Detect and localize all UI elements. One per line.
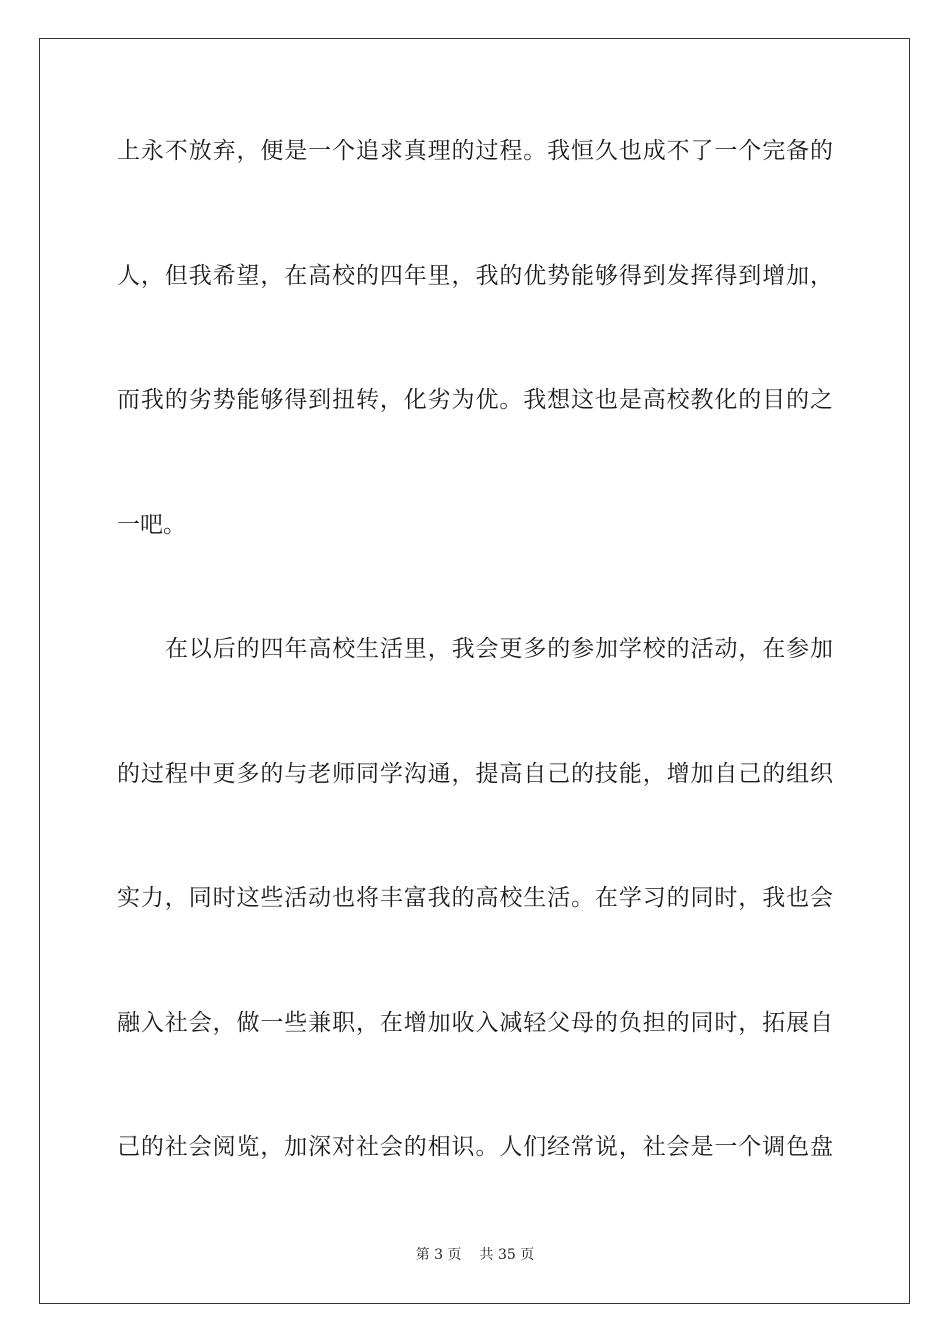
paragraph-line: 上永不放弃，便是一个追求真理的过程。我恒久也成不了一个完备的 (117, 138, 833, 164)
paragraph-line: 一吧。 (117, 512, 186, 538)
paragraph-line: 实力，同时这些活动也将丰富我的高校生活。在学习的同时，我也会 (117, 885, 833, 911)
page-number: 第 3 页 (415, 1247, 462, 1263)
paragraph-line: 己的社会阅览，加深对社会的相识。人们经常说，社会是一个调色盘 (117, 1134, 833, 1160)
paragraph-line: 人，但我希望，在高校的四年里，我的优势能够得到发挥得到增加， (117, 263, 833, 289)
paragraph-line: 的过程中更多的与老师同学沟通，提高自己的技能，增加自己的组织 (117, 761, 833, 787)
paragraph-line: 而我的劣势能够得到扭转，化劣为优。我想这也是高校教化的目的之 (117, 387, 833, 413)
page-total: 共 35 页 (479, 1247, 535, 1263)
paragraph-line: 融入社会，做一些兼职，在增加收入减轻父母的负担的同时，拓展自 (117, 1010, 833, 1036)
paragraph-line: 在以后的四年高校生活里，我会更多的参加学校的活动，在参加 (165, 636, 833, 662)
page-border (39, 38, 910, 1304)
page-footer (0, 1246, 950, 1264)
